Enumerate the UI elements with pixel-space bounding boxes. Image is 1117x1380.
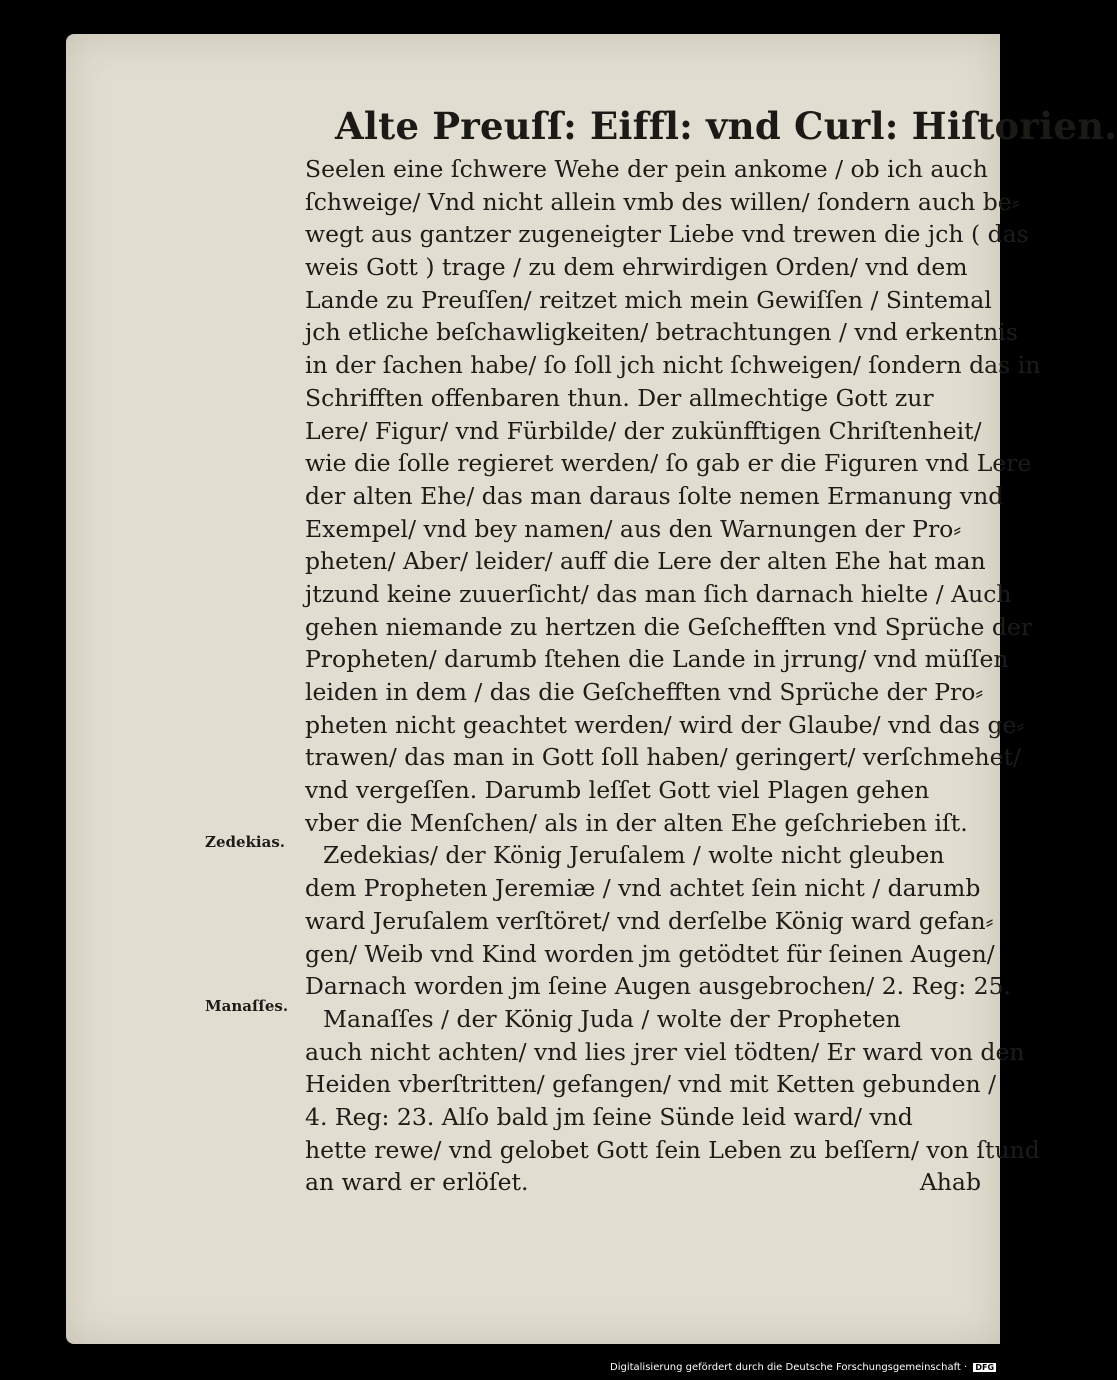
- text-line: [305, 1166, 985, 1199]
- text-line: Heiden vberſtritten/ gefangen/ vnd mit Ketten gebunden /: [305, 1070, 997, 1099]
- catchword: Ahab: [919, 1168, 981, 1197]
- body-text: [305, 153, 1041, 1199]
- text-line: pheten/ Aber/ leider/ auff die Lere der alten Ehe hat man: [305, 547, 986, 576]
- text-line: vber die Menſchen/ als in der alten Ehe geſchrieben iſt.: [305, 808, 968, 837]
- text-line: weis Gott ) trage / zu dem ehrwirdigen Orden/ vnd dem: [305, 253, 968, 282]
- text-line: gen/ Weib vnd Kind worden jm getödtet für ſeinen Augen/: [305, 939, 995, 968]
- dfg-logo: DFG: [975, 1362, 995, 1372]
- text-line: wegt aus gantzer zugeneigter Liebe vnd trewen die jch ( das: [305, 220, 1029, 249]
- text-line: wie die ſolle regieret werden/ ſo gab er die Figuren vnd Lere: [305, 449, 1032, 478]
- text-line: auch nicht achten/ vnd lies jrer viel tödten/ Er ward von den: [305, 1037, 1025, 1066]
- text-line: ward Jeruſalem verſtöret/ vnd derſelbe König ward gefan⸗: [305, 906, 994, 935]
- text-line: Schrifften offenbaren thun. Der allmechtige Gott zur: [305, 383, 934, 412]
- text-line: gehen niemande zu hertzen die Geſchefften vnd Sprüche der: [305, 612, 1033, 641]
- text-line-content: an ward er erlöſet.: [305, 1168, 529, 1197]
- footer-credit: [610, 1362, 996, 1373]
- text-line: der alten Ehe/ das man daraus ſolte nemen Ermanung vnd: [305, 481, 1004, 510]
- margin-note-manasses: Manaſſes.: [205, 997, 289, 1015]
- text-line: leiden in dem / das die Geſchefften vnd Sprüche der Pro⸗: [305, 678, 984, 706]
- text-line: Lande zu Preuſſen/ reitzet mich mein Gewiſſen / Sintemal: [305, 285, 992, 314]
- text-line: Lere/ Figur/ vnd Fürbilde/ der zukünfftigen Chriſtenheit/: [305, 416, 982, 445]
- text-line: hette rewe/ vnd gelobet Gott ſein Leben zu beſſern/ von ſtund: [305, 1135, 1040, 1164]
- text-line: Propheten/ darumb ſtehen die Lande in jrrung/ vnd müſſen: [305, 645, 1009, 674]
- text-line: dem Propheten Jeremiæ / vnd achtet ſein nicht / darumb: [305, 874, 981, 903]
- text-line: Darnach worden jm ſeine Augen ausgebrochen/ 2. Reg: 25.: [305, 972, 1011, 1001]
- text-line: in der ſachen habe/ ſo ſoll jch nicht ſchweigen/ ſondern das in: [305, 351, 1041, 380]
- text-line: jch etliche beſchawligkeiten/ betrachtungen / vnd erkentnis: [305, 318, 1018, 347]
- text-line: 4. Reg: 23. Alſo bald jm ſeine Sünde leid ward/ vnd: [305, 1102, 913, 1131]
- text-line: jtzund keine zuuerſicht/ das man ſich darnach hielte / Auch: [305, 579, 1012, 608]
- text-line: pheten nicht geachtet werden/ wird der Glaube/ vnd das ge⸗: [305, 710, 1025, 739]
- text-line: ſchweige/ Vnd nicht allein vmb des willen/ ſondern auch be⸗: [305, 187, 1020, 216]
- margin-note-zedekias: Zedekias.: [205, 833, 286, 851]
- text-line: Zedekias/ der König Jeruſalem / wolte nicht gleuben: [323, 841, 945, 870]
- text-line: vnd vergeſſen. Darumb leſſet Gott viel Plagen gehen: [305, 776, 930, 805]
- text-line: trawen/ das man in Gott ſoll haben/ geringert/ verſchmehet/: [305, 743, 1021, 772]
- running-head: Alte Preuſſ: Eiffl: vnd Curl: Hiſtorien.: [335, 104, 1117, 148]
- footer-text: Digitalisierung gefördert durch die Deutsche Forschungsgemeinschaft ·: [610, 1362, 968, 1373]
- text-line: Exempel/ vnd bey namen/ aus den Warnungen der Pro⸗: [305, 514, 962, 543]
- text-line: Manaſſes / der König Juda / wolte der Propheten: [323, 1004, 901, 1033]
- text-line: Seelen eine ſchwere Wehe der pein ankome / ob ich auch: [305, 155, 988, 183]
